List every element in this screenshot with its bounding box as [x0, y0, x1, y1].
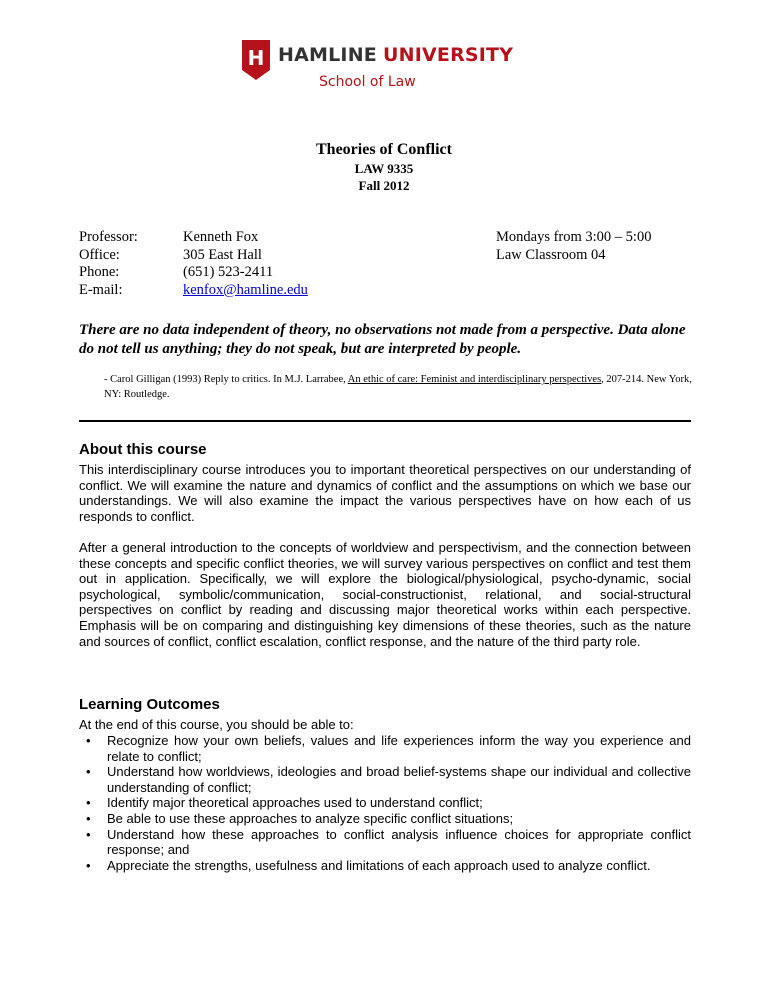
outcome-text: Understand how these approaches to conflict analysis influence choices for appropriate conflict response; and — [107, 826, 691, 858]
class-room: Law Classroom 04 — [496, 246, 606, 263]
shield-letter: H — [247, 46, 265, 70]
office-location: 305 East Hall — [183, 246, 262, 263]
logo-school: School of Law — [319, 74, 416, 90]
class-time: Mondays from 3:00 – 5:00 — [496, 229, 652, 245]
course-term: Fall 2012 — [358, 178, 410, 193]
email-link[interactable]: kenfox@hamline.edu — [183, 281, 308, 298]
outcome-text: Understand how worldviews, ideologies and broad belief-systems shape our individual and collective understanding of conflict; — [107, 764, 691, 795]
outcome-text: Recognize how your own beliefs, values and life experiences inform the way you experience and relate to conflict; — [107, 733, 691, 764]
course-title-block — [0, 139, 768, 194]
epigraph-quote: There are no data independent of theory, no observations not made from a perspective. Data alone do not tell us anything; they do not speak, but are interpreted by people. — [79, 322, 686, 357]
outcomes-list — [79, 733, 691, 873]
quote-citation — [104, 373, 704, 402]
about-heading: About this course — [79, 441, 207, 458]
professor-name: Kenneth Fox — [183, 229, 259, 245]
list-item — [79, 795, 691, 811]
label-professor: Professor: — [79, 229, 138, 245]
label-office: Office: — [79, 246, 120, 263]
bullet-icon: • — [86, 764, 91, 780]
outcome-text: Be able to use these approaches to analyze specific conflict situations; — [107, 810, 514, 826]
outcome-text: Appreciate the strengths, usefulness and limitations of each approach used to analyze conflict. — [107, 857, 651, 873]
about-paragraph-1: This interdisciplinary course introduces you to important theoretical perspectives on our understanding of conflict. We will examine the nature and dynamics of conflict and the assumptions on which we base our understandings. We will also examine the impact the various perspectives have on how each of us responds to conflict. — [79, 462, 691, 524]
list-item — [79, 827, 691, 858]
bullet-icon: • — [86, 733, 91, 748]
bullet-icon: • — [86, 857, 91, 873]
citation-suffix: , 207-214. New York, NY: Routledge. — [104, 374, 692, 400]
info-values — [183, 229, 308, 299]
course-code: LAW 9335 — [354, 161, 414, 176]
label-email: E-mail: — [79, 281, 123, 298]
citation-book-title: An ethic of care: Feminist and interdisciplinary perspectives — [347, 374, 602, 385]
label-phone: Phone: — [79, 264, 120, 280]
course-title: Theories of Conflict — [316, 141, 452, 158]
list-item — [79, 733, 691, 764]
about-paragraph-2: After a general introduction to the concepts of worldview and perspectivism, and the connection between these concepts and specific conflict theories, we will survey various perspectives on conflict and test them out in application. Specifically, we will explore the biological/physiological, psycho-dynamic, social psychological, symbolic/communication, social-constructionist, relational, and social-structural perspectives on conflict by reading and discussing major theoretical works within each perspective. Emphasis will be on comparing and distinguishing key dimensions of these theories, such as the nature and sources of conflict, conflict escalation, conflict response, and the nature of the third party role. — [79, 540, 691, 649]
outcomes-intro: At the end of this course, you should be able to: — [79, 717, 354, 732]
info-labels — [79, 229, 138, 299]
citation-prefix: - Carol Gilligan (1993) Reply to critics. In M.J. Larrabee, — [104, 374, 348, 385]
schedule-info — [496, 229, 651, 264]
logo-wordmark — [278, 44, 513, 66]
phone-number: (651) 523-2411 — [183, 264, 274, 280]
list-item — [79, 858, 691, 874]
bullet-icon: • — [86, 810, 91, 826]
list-item — [79, 764, 691, 795]
university-logo — [0, 38, 768, 98]
bullet-icon: • — [86, 826, 91, 842]
list-item — [79, 811, 691, 827]
outcomes-heading: Learning Outcomes — [79, 696, 220, 713]
bullet-icon: • — [86, 795, 91, 811]
section-divider — [79, 420, 691, 422]
shield-icon — [242, 40, 270, 80]
logo-name-part1: HAMLINE — [278, 44, 377, 66]
logo-name-part2: UNIVERSITY — [382, 44, 514, 66]
outcome-text: Identify major theoretical approaches used to understand conflict; — [107, 795, 483, 811]
